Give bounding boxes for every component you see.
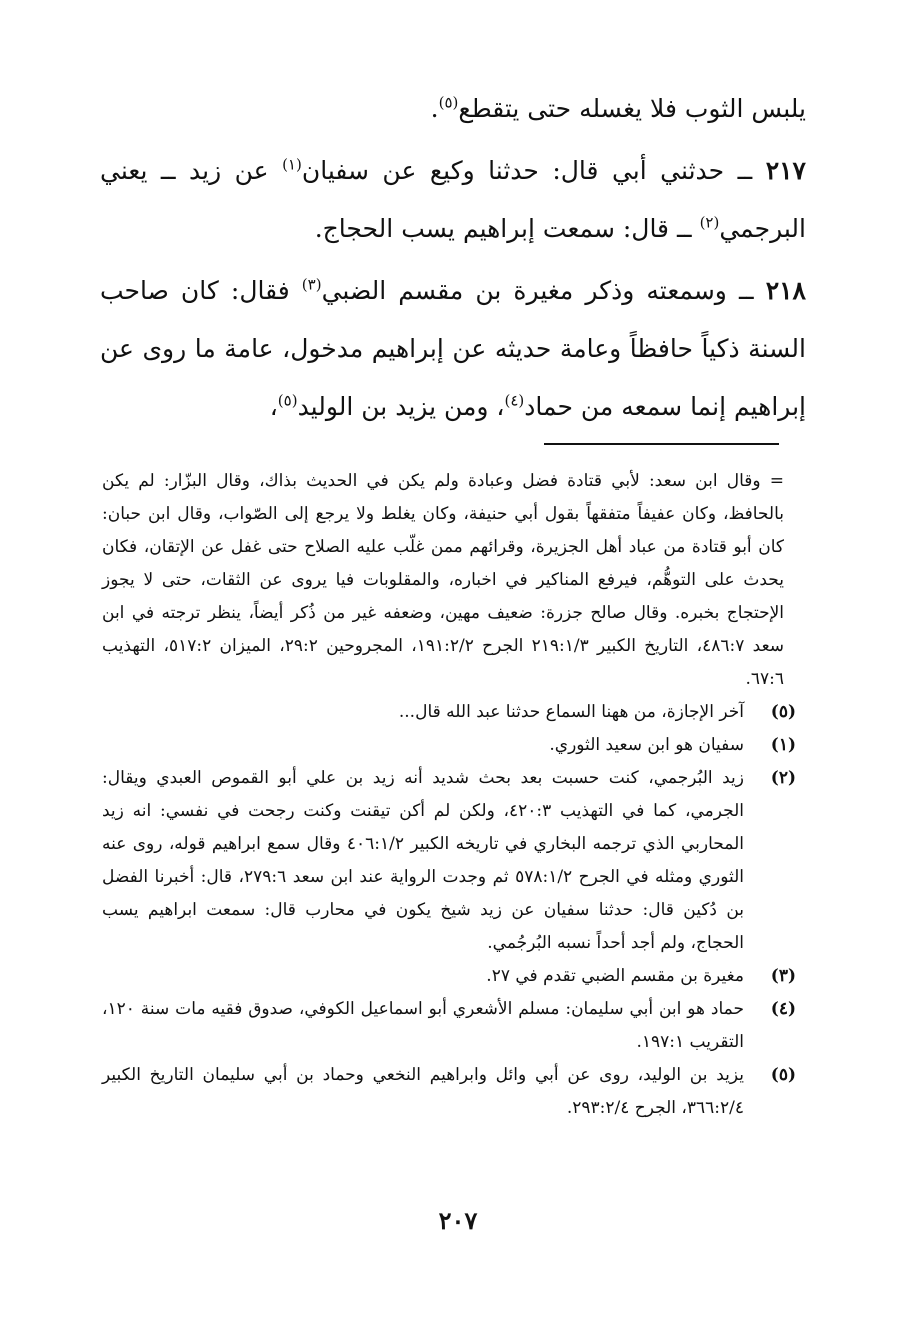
continuation-period: .	[430, 94, 439, 123]
footnote-ref-5b: (٥)	[277, 391, 298, 410]
footnote-ref-1: (١)	[282, 155, 302, 174]
footnote-number: (٢)	[770, 768, 796, 788]
footnote-ref-3: (٣)	[301, 275, 322, 294]
footnote-continuation: = وقال ابن سعد: لأبي قتادة فضل وعبادة ولم يكن في الحديث بذاك، وقال البزّار: لم يكن بالحافظ، وكان عفيفاً متفقهاً بقول أبي حنيفة، وكان يغلط ولا يرجع إلى الصّواب، وقال ابن حبان: كان أبو قتادة من عباد أهل الجزيرة، وقرائهم ممن غلّب عليه الصلاح حتى غفل عن الإتقان، فكان يحدث على التوهُّم، فيرفع المناكير في اخباره، والمقلوبات فيا يروى عن الثقات، حتى لا يجوز الإحتجاج بخبره. وقال صالح جزرة: ضعيف مهين، وضعفه غير من ذُكر أيضاً، ينظر ترجته في ابن سعد ٤٨٦:٧، التاريخ الكبير ٢١٩:١/٣ الجرح ١٩١:٢/٢، المجروحين ٢٩:٢، الميزان ٥١٧:٢، التهذيب ٦٧:٦.	[102, 471, 785, 689]
footnotes	[102, 465, 796, 1125]
footnote-text: زيد البُرجمي، كنت حسبت بعد بحث شديد أنه زيد بن علي أبو القموص العبدي ويقال: الجرمي، كما في التهذيب ٤٢٠:٣، ولكن لم أكن تيقنت وكنت رجحت في نفسي: انه زيد المحاربي الذي ترجمه البخاري في تاريخه الكبير ٤٠٦:١/٢ وقال سمع ابراهيم قوله، روى عنه الثوري ومثله في الجرح ٥٧٨:١/٢ ثم وجدت الرواية عند ابن سعد ٢٧٩:٦، قال: أخبرنا الفضل بن دُكين قال: حدثنا سفيان عن زيد شيخ يكون في محارب قال: سمعت ابراهيم يسب الحجاج، ولم أجد أحداً نسبه البُرجُمي.	[102, 768, 745, 953]
footnote-text: آخر الإجازة، من ههنا السماع حدثنا عبد الله قال...	[398, 702, 744, 722]
footnote-ref-2: (٢)	[699, 213, 720, 232]
paragraph-218-part-b: فقال: كان صاحب السنة ذكياً حافظاً وعامة حديثه عن إبراهيم مدخول، عامة ما روى عن إبراهيم إنما سمعه من حماد	[100, 276, 806, 421]
footnote-number: (٥)	[770, 702, 796, 722]
paragraph-number-218: ٢١٨	[765, 276, 806, 305]
footnote-number: (٤)	[770, 999, 796, 1019]
paragraph-218-part-d: ،	[269, 392, 278, 421]
paragraph-217-part-c: ــ قال: سمعت إبراهيم يسب الحجاج.	[314, 214, 700, 243]
paragraph-218-part-a: ــ وسمعته وذكر مغيرة بن مقسم الضبي	[321, 276, 766, 305]
footnote-text: حماد هو ابن أبي سليمان: مسلم الأشعري أبو اسماعيل الكوفي، صدوق فقيه مات سنة ١٢٠، التقريب ١٩٧:١.	[102, 999, 744, 1052]
footnote-item	[102, 993, 796, 1059]
footnote-text: سفيان هو ابن سعيد الثوري.	[549, 735, 744, 755]
continuation-text: يلبس الثوب فلا يغسله حتى يتقطع	[458, 94, 806, 123]
footnote-number: (١)	[770, 735, 796, 755]
footnote-ref-4: (٤)	[504, 391, 525, 410]
paragraph-217	[100, 142, 806, 258]
footnote-item	[102, 1059, 796, 1125]
footnote-item	[102, 960, 796, 993]
footnote-ref-5a: (٥)	[438, 93, 459, 112]
footnote-number: (٥)	[770, 1065, 796, 1085]
main-line-continuation	[100, 80, 806, 138]
paragraph-218	[100, 262, 806, 436]
footnote-item	[102, 696, 796, 729]
paragraph-number-217: ٢١٧	[765, 156, 806, 185]
footnote-divider	[544, 443, 779, 445]
paragraph-217-part-a: ــ حدثني أبي قال: حدثنا وكيع عن سفيان	[301, 156, 766, 185]
main-text	[100, 80, 806, 436]
footnote-text: يزيد بن الوليد، روى عن أبي وائل وابراهيم النخعي وحماد بن أبي سليمان التاريخ الكبير ٣٦٦:٢/٤، الجرح ٢٩٣:٢/٤.	[102, 1065, 744, 1118]
page-number: ٢٠٧	[438, 1206, 478, 1235]
footnote-item	[102, 762, 796, 960]
footnote-item	[102, 729, 796, 762]
footnote-text: مغيرة بن مقسم الضبي تقدم في ٢٧.	[486, 966, 744, 986]
paragraph-217-part-b: عن زيد ــ يعني البرجمي	[100, 156, 806, 243]
paragraph-218-part-c: ، ومن يزيد بن الوليد	[297, 392, 505, 421]
footnote-number: (٣)	[770, 966, 796, 986]
